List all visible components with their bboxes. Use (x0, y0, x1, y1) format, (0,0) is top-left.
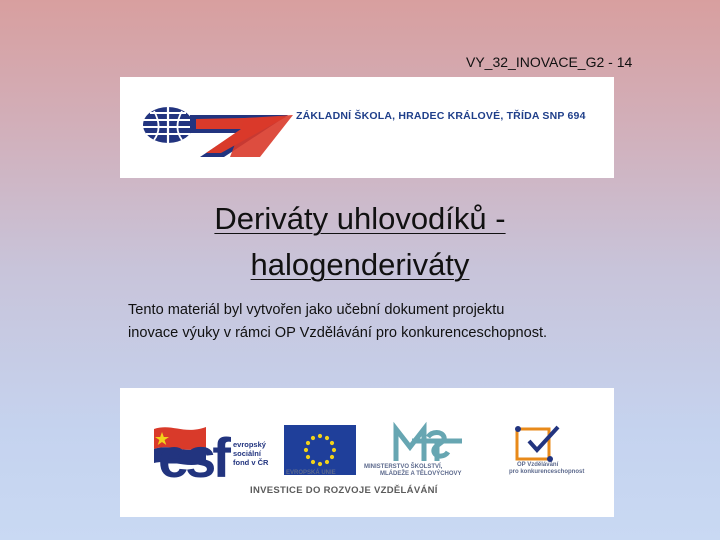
op-label (509, 462, 584, 476)
esf-caption (233, 440, 268, 467)
op-vzdelavani-logo-icon (512, 423, 562, 463)
esf-caption-line2: sociální (233, 449, 261, 458)
school-logo-icon (120, 77, 296, 178)
school-logo-banner (120, 77, 614, 178)
esf-logo-text: esf (158, 426, 227, 489)
globe-icon (143, 107, 193, 143)
school-name: ZÁKLADNÍ ŠKOLA, HRADEC KRÁLOVÉ, TŘÍDA SNP 694 (296, 110, 586, 122)
esf-caption-line1: evropský (233, 440, 266, 449)
slide-code: VY_32_INOVACE_G2 - 14 (466, 54, 633, 70)
slide-title-line1: Deriváty uhlovodíků - (214, 201, 506, 236)
eu-flag-icon (284, 425, 356, 475)
eu-label: EVROPSKÁ UNIE (286, 470, 336, 476)
op-label-line2: pro konkurenceschopnost (509, 469, 585, 475)
slide-title (150, 196, 570, 288)
msmt-label (364, 464, 462, 478)
funding-logos-banner (120, 388, 614, 517)
esf-caption-line3: fond v ČR (233, 458, 269, 467)
op-label-line1: OP Vzdělávání (517, 462, 559, 468)
description-line1: Tento materiál byl vytvořen jako učební dokument projektu (128, 302, 505, 318)
msmt-logo-icon (392, 421, 466, 465)
msmt-label-line2: MLÁDEŽE A TĚLOVÝCHOVY (380, 471, 462, 477)
msmt-label-line1: MINISTERSTVO ŠKOLSTVÍ, (364, 464, 443, 470)
slide-title-line2: halogenderiváty (250, 247, 470, 282)
investice-label: INVESTICE DO ROZVOJE VZDĚLÁVÁNÍ (250, 485, 438, 496)
slide-description (128, 299, 648, 345)
description-line2: inovace výuky v rámci OP Vzdělávání pro konkurenceschopnost. (128, 325, 548, 341)
